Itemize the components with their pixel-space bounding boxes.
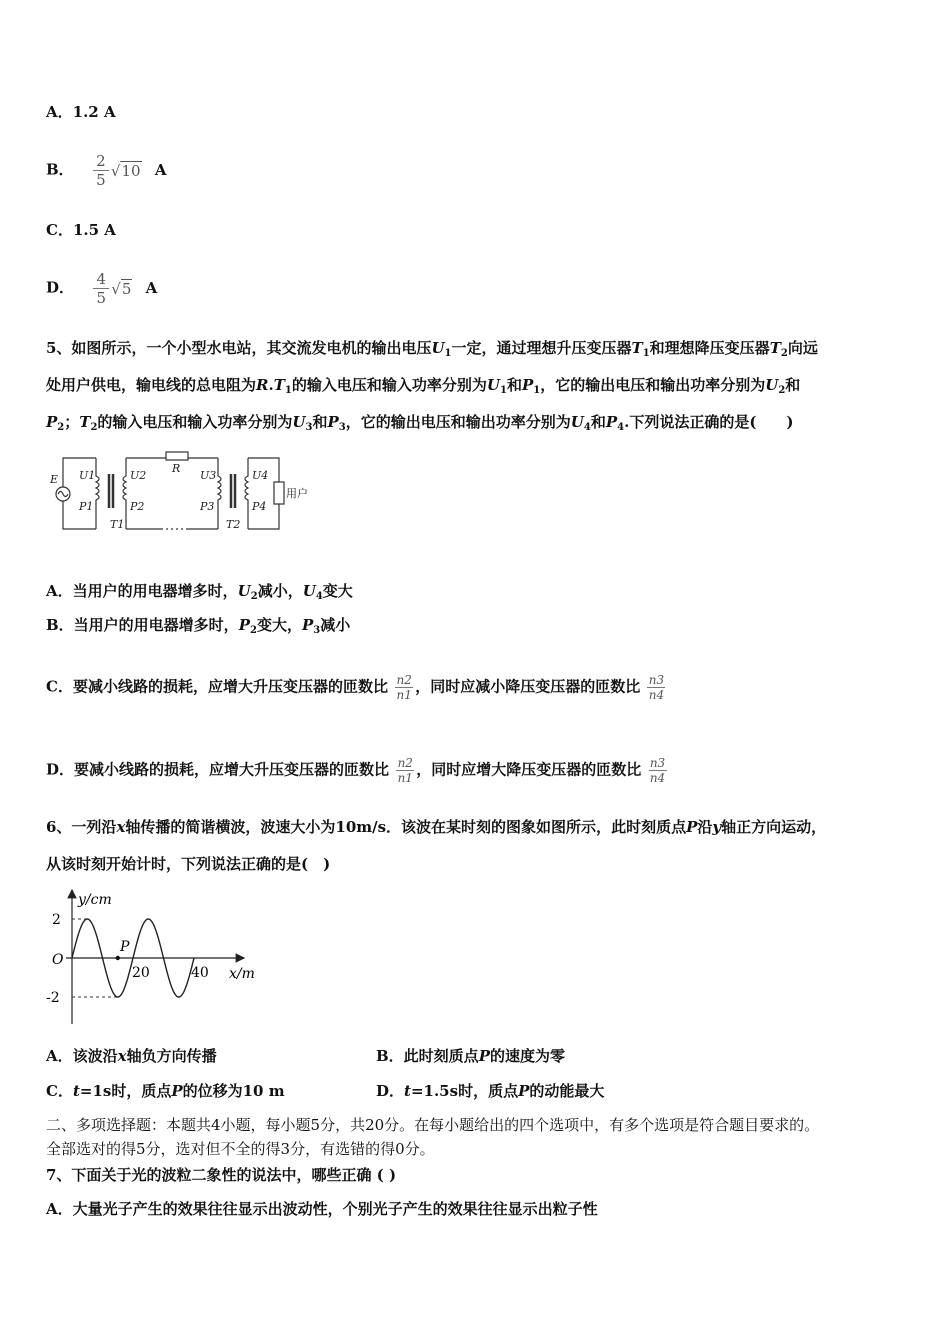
y-tick-2: 2	[52, 912, 61, 928]
fraction: $\frac{2}{5}$	[93, 152, 109, 189]
label-e: E	[50, 473, 59, 486]
q5-option-a[interactable]: A．当用户的用电器增多时，$U_2$减小，$U_4$变大	[46, 582, 353, 602]
q6-option-d[interactable]: D．t=1.5s时，质点P的动能最大	[376, 1082, 605, 1100]
fraction: $\frac{4}{5}$	[93, 270, 109, 307]
label-p2: P2	[130, 500, 145, 513]
resistor-r	[166, 452, 188, 460]
label-p1: P1	[79, 500, 94, 513]
q4-option-d[interactable]: D． $\frac{4}{5}$ √5 A	[46, 270, 158, 307]
user-load	[274, 482, 284, 504]
fraction-n3-n4: $\frac{n3}{n4}$	[648, 673, 665, 702]
fraction-n3-n4: $\frac{n3}{n4}$	[649, 756, 666, 785]
section2-heading: 二、多项选择题：本题共4小题，每小题5分，共20分。在每小题给出的四个选项中，有多个选项是符合题目要求的。	[46, 1116, 820, 1134]
fraction-n2-n1: $\frac{n2}{n1}$	[396, 673, 412, 702]
sqrt: √5	[111, 279, 132, 298]
label-u3: U3	[200, 469, 217, 482]
q5-option-c[interactable]: C．要减小线路的损耗，应增大升压变压器的匝数比 $\frac{n2}{n1}$ ，同时应减小降压变压器的匝数比 $\frac{n3}{n4}$	[46, 673, 665, 702]
p-label: P	[120, 939, 130, 955]
q4-option-c[interactable]: C．1.5 A	[46, 221, 116, 239]
sqrt: √10	[110, 161, 141, 180]
q4-option-b[interactable]: B． $\frac{2}{5}$ √10 A	[46, 152, 167, 189]
label-p4: P4	[252, 500, 267, 513]
label-r: R	[172, 462, 181, 475]
section2-scoring: 全部选对的得5分，选对但不全的得3分，有选错的得0分。	[46, 1140, 435, 1158]
q5-option-d[interactable]: D．要减小线路的损耗，应增大升压变压器的匝数比 $\frac{n2}{n1}$ ，同时应增大降压变压器的匝数比 $\frac{n3}{n4}$	[46, 756, 666, 785]
q5-stem-line1: 5、如图所示，一个小型水电站，其交流发电机的输出电压$U_1$一定，通过理想升压变压器$T_1$和理想降压变压器$T_2$向远	[46, 339, 818, 359]
fraction-n2-n1: $\frac{n2}{n1}$	[397, 756, 413, 785]
t1-primary-coil	[96, 458, 99, 529]
point-p	[116, 956, 120, 960]
q5-stem-line2: 处用户供电，输电线的总电阻为$R.T_1$的输入电压和输入功率分别为$U_1$和$P_1$，它的输出电压和输出功率分别为$U_2$和	[46, 376, 801, 396]
label-u2: U2	[130, 469, 147, 482]
label-p3: P3	[200, 500, 215, 513]
t2-primary-coil	[218, 458, 221, 529]
origin-label: O	[52, 952, 64, 968]
x-tick-20: 20	[132, 965, 150, 981]
q6-option-a[interactable]: A．该波沿x轴负方向传播	[46, 1047, 217, 1065]
q4-option-a[interactable]: A．1.2 A	[46, 103, 116, 121]
q6-option-b[interactable]: B．此时刻质点P的速度为零	[376, 1047, 565, 1065]
y-axis-label: y/cm	[78, 892, 112, 908]
label-t1: T1	[110, 518, 125, 531]
label-t2: T2	[226, 518, 241, 531]
label-u1: U1	[79, 469, 96, 482]
label-user: 用户	[286, 487, 308, 500]
q5-stem-line3: $P_2$；$T_2$的输入电压和输入功率分别为$U_3$和$P_3$，它的输出电压和输出功率分别为$U_4$和$P_4$.下列说法正确的是( )	[46, 413, 794, 433]
t2-secondary-coil	[245, 458, 248, 529]
x-tick-40: 40	[191, 965, 209, 981]
x-axis-label: x/m	[229, 966, 255, 982]
circuit-diagram	[46, 446, 314, 538]
q7-option-a[interactable]: A．大量光子产生的效果往往显示出波动性，个别光子产生的效果往往显示出粒子性	[46, 1200, 598, 1218]
q6-stem-line1: 6、一列沿x轴传播的简谐横波，波速大小为10m/s．该波在某时刻的图象如图所示，此时刻质点P沿y轴正方向运动，	[46, 818, 827, 836]
wave-graph	[46, 884, 266, 1026]
q5-option-b[interactable]: B．当用户的用电器增多时，$P_2$变大，$P_3$减小	[46, 616, 351, 636]
q7-stem: 7、下面关于光的波粒二象性的说法中，哪些正确 ( )	[46, 1166, 397, 1184]
y-tick-neg2: -2	[46, 990, 60, 1006]
q6-option-c[interactable]: C．t=1s时，质点P的位移为10 m	[46, 1082, 285, 1100]
label-u4: U4	[252, 469, 269, 482]
q6-stem-line2: 从该时刻开始计时，下列说法正确的是( )	[46, 855, 331, 873]
